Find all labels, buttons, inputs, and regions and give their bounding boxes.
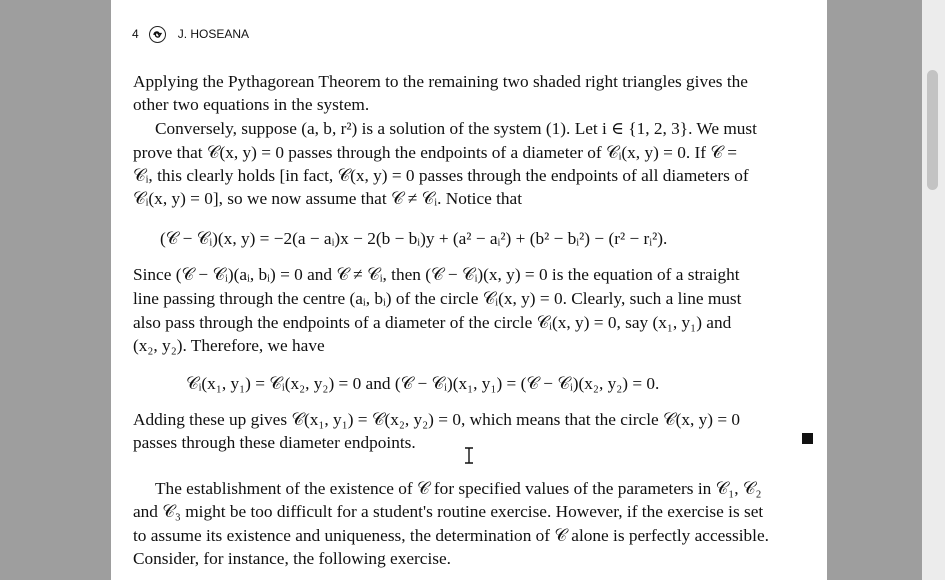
page-number: 4 — [132, 27, 139, 41]
text-line: to assume its existence and uniqueness, the determination of 𝒞 alone is perfectly accessible. — [133, 526, 769, 545]
text-line: other two equations in the system. — [133, 95, 370, 114]
running-header — [132, 25, 249, 43]
text-line: Consider, for instance, the following exercise. — [133, 549, 451, 568]
text-line: prove that 𝒞(x, y) = 0 passes through the endpoints of a diameter of 𝒞ᵢ(x, y) = 0. If 𝒞 = — [133, 143, 737, 162]
text-line: Since (𝒞 − 𝒞ᵢ)(aᵢ, bᵢ) = 0 and 𝒞 ≠ 𝒞ᵢ, then (𝒞 − 𝒞ᵢ)(x, y) = 0 is the equation of a straight — [133, 265, 740, 284]
text-cursor-icon — [463, 447, 475, 464]
text-line: Adding these up gives 𝒞(x₁, y₁) = 𝒞(x₂, y₂) = 0, which means that the circle 𝒞(x, y) = 0 — [133, 410, 741, 429]
text-line: Conversely, suppose (a, b, r²) is a solution of the system (1). Let i ∈ {1, 2, 3}. We must — [155, 119, 757, 138]
author-name: J. HOSEANA — [177, 27, 250, 41]
text-line: Applying the Pythagorean Theorem to the remaining two shaded right triangles gives the — [133, 72, 748, 91]
text-line: also pass through the endpoints of a diameter of the circle 𝒞ᵢ(x, y) = 0, say (x₁, y₁) and — [133, 313, 732, 332]
text-line: 𝒞ᵢ, this clearly holds [in fact, 𝒞(x, y) = 0 passes through the endpoints of all diameters of — [133, 166, 749, 185]
text-line: The establishment of the existence of 𝒞 for specified values of the parameters in 𝒞₁, 𝒞₂ — [155, 479, 762, 498]
qed-square — [802, 433, 813, 444]
text-line: passes through these diameter endpoints. — [133, 433, 416, 452]
open-access-icon — [149, 26, 166, 43]
equation: (𝒞 − 𝒞ᵢ)(x, y) = −2(a − aᵢ)x − 2(b − bᵢ)y + (a² − aᵢ²) + (b² − bᵢ²) − (r² − rᵢ²). — [160, 229, 668, 248]
text-line: and 𝒞₃ might be too difficult for a student's routine exercise. However, if the exercise is set — [133, 502, 764, 521]
text-line: line passing through the centre (aᵢ, bᵢ) of the circle 𝒞ᵢ(x, y) = 0. Clearly, such a line must — [133, 289, 742, 308]
text-line: (x₂, y₂). Therefore, we have — [133, 336, 325, 355]
equation: 𝒞ᵢ(x₁, y₁) = 𝒞ᵢ(x₂, y₂) = 0 and (𝒞 − 𝒞ᵢ)(x₁, y₁) = (𝒞 − 𝒞ᵢ)(x₂, y₂) = 0. — [186, 374, 660, 393]
text-line: 𝒞ᵢ(x, y) = 0], so we now assume that 𝒞 ≠ 𝒞ᵢ. Notice that — [133, 189, 523, 208]
scrollbar-thumb[interactable] — [927, 70, 938, 190]
